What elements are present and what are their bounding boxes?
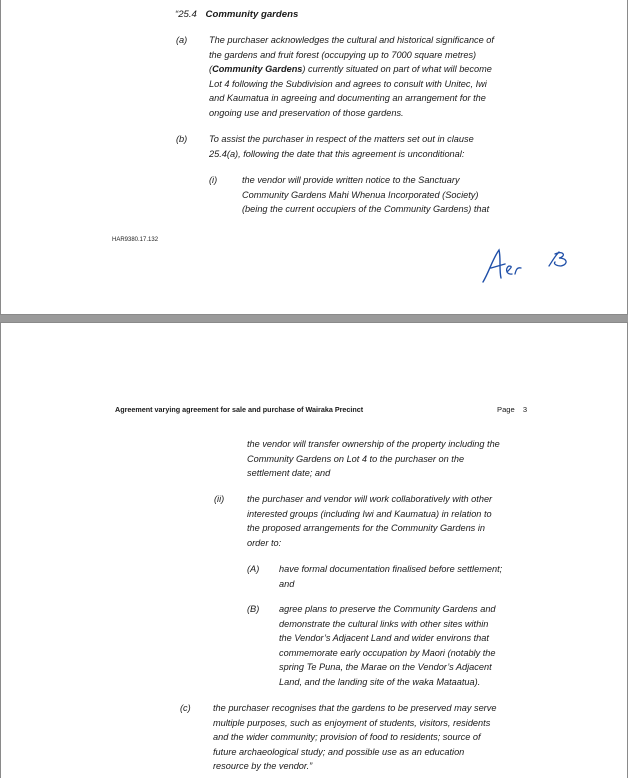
- text-line: order to:: [247, 537, 282, 548]
- text-line: commemorate early occupation by Maori (notably the: [279, 647, 496, 658]
- para-c-text: [213, 701, 543, 774]
- para-b-label: (b): [176, 134, 188, 144]
- document-page-2: [0, 322, 628, 778]
- para-b-i-text: [242, 173, 542, 217]
- para-ii-text: [247, 492, 547, 550]
- para-B-text: [279, 602, 549, 689]
- text-fragment: (: [209, 64, 213, 74]
- page-number: [497, 405, 527, 414]
- text-line: future archaeological study; and possible use as an education: [213, 746, 465, 757]
- text-line: the vendor will provide written notice to the Sanctuary: [242, 175, 460, 185]
- text-line: Community Gardens Mahi Whenua Incorporated (Society): [242, 189, 479, 200]
- para-a-text: [209, 33, 539, 120]
- para-a-label: (a): [176, 35, 188, 45]
- text-line: The purchaser acknowledges the cultural and historical significance of: [209, 35, 494, 45]
- text-line: and Kaumatua in agreeing and documenting an arrangement for the: [209, 93, 486, 103]
- text-line: and the wider community; provision of food to residents; source of: [213, 732, 481, 742]
- clause-number: “25.4: [175, 9, 197, 20]
- para-A-label: (A): [247, 564, 260, 574]
- text-line: resource by the vendor.”: [213, 761, 313, 771]
- para-ii-label: (ii): [214, 494, 225, 504]
- text-line: the gardens and fruit forest (occupying up to 7000 square metres): [209, 49, 477, 60]
- defined-term: Community Gardens: [212, 64, 303, 74]
- text-line: the purchaser and vendor will work collaboratively with other: [247, 494, 493, 504]
- text-fragment: ) currently situated on part of what will become: [302, 64, 492, 74]
- document-page-1: [0, 0, 628, 315]
- text-line: and: [279, 578, 295, 589]
- para-B-label: (B): [247, 604, 260, 614]
- clause-title: Community gardens: [205, 9, 299, 20]
- text-line: the purchaser recognises that the gardens to be preserved may serve: [213, 703, 497, 713]
- document-reference: HAR9380.17.132: [112, 237, 159, 243]
- text-line: multiple purposes, such as enjoyment of students, visitors, residents: [213, 717, 491, 728]
- page-label: Page: [497, 405, 515, 414]
- text-line: spring Te Puna, the Marae on the Vendor’s Adjacent: [279, 662, 492, 672]
- text-line: To assist the purchaser in respect of the matters set out in clause: [209, 134, 474, 144]
- page-gap: [0, 315, 628, 322]
- para-b-i-label: (i): [209, 175, 218, 185]
- text-line: agree plans to preserve the Community Gardens and: [279, 604, 496, 614]
- text-line: Community Gardens on Lot 4 to the purchaser on the: [247, 453, 465, 464]
- signature-initials: [479, 244, 579, 286]
- signature-stroke: [549, 252, 566, 266]
- text-line: the proposed arrangements for the Community Gardens in: [247, 523, 485, 533]
- text-line: the Vendor’s Adjacent Land and wider environs that: [279, 633, 489, 643]
- signature-stroke: [507, 266, 521, 274]
- text-line: Lot 4 following the Subdivision and agrees to consult with Unitec, Iwi: [209, 78, 487, 89]
- signature-stroke: [483, 250, 505, 282]
- text-line: (being the current occupiers of the Community Gardens) that: [242, 204, 490, 214]
- text-line: Land, and the landing site of the waka Mataatua).: [279, 676, 481, 687]
- text-line: 25.4(a), following the date that this agreement is unconditional:: [209, 148, 465, 159]
- text-line: [209, 62, 539, 77]
- text-line: interested groups (including Iwi and Kaumatua) in relation to: [247, 508, 492, 519]
- clause-heading: [175, 8, 298, 23]
- continuation-text: [247, 437, 547, 481]
- text-line: ongoing use and preservation of those gardens.: [209, 107, 404, 118]
- para-c-label: (c): [180, 703, 191, 713]
- page-number-value: 3: [522, 405, 528, 414]
- text-line: demonstrate the cultural links with other sites within: [279, 618, 489, 629]
- text-line: have formal documentation finalised before settlement;: [279, 564, 503, 574]
- para-A-text: [279, 562, 549, 591]
- text-line: settlement date; and: [247, 468, 331, 478]
- para-b-text: [209, 132, 539, 161]
- running-header-title: Agreement varying agreement for sale and purchase of Wairaka Precinct: [115, 405, 364, 414]
- text-line: the vendor will transfer ownership of the property including the: [247, 439, 500, 449]
